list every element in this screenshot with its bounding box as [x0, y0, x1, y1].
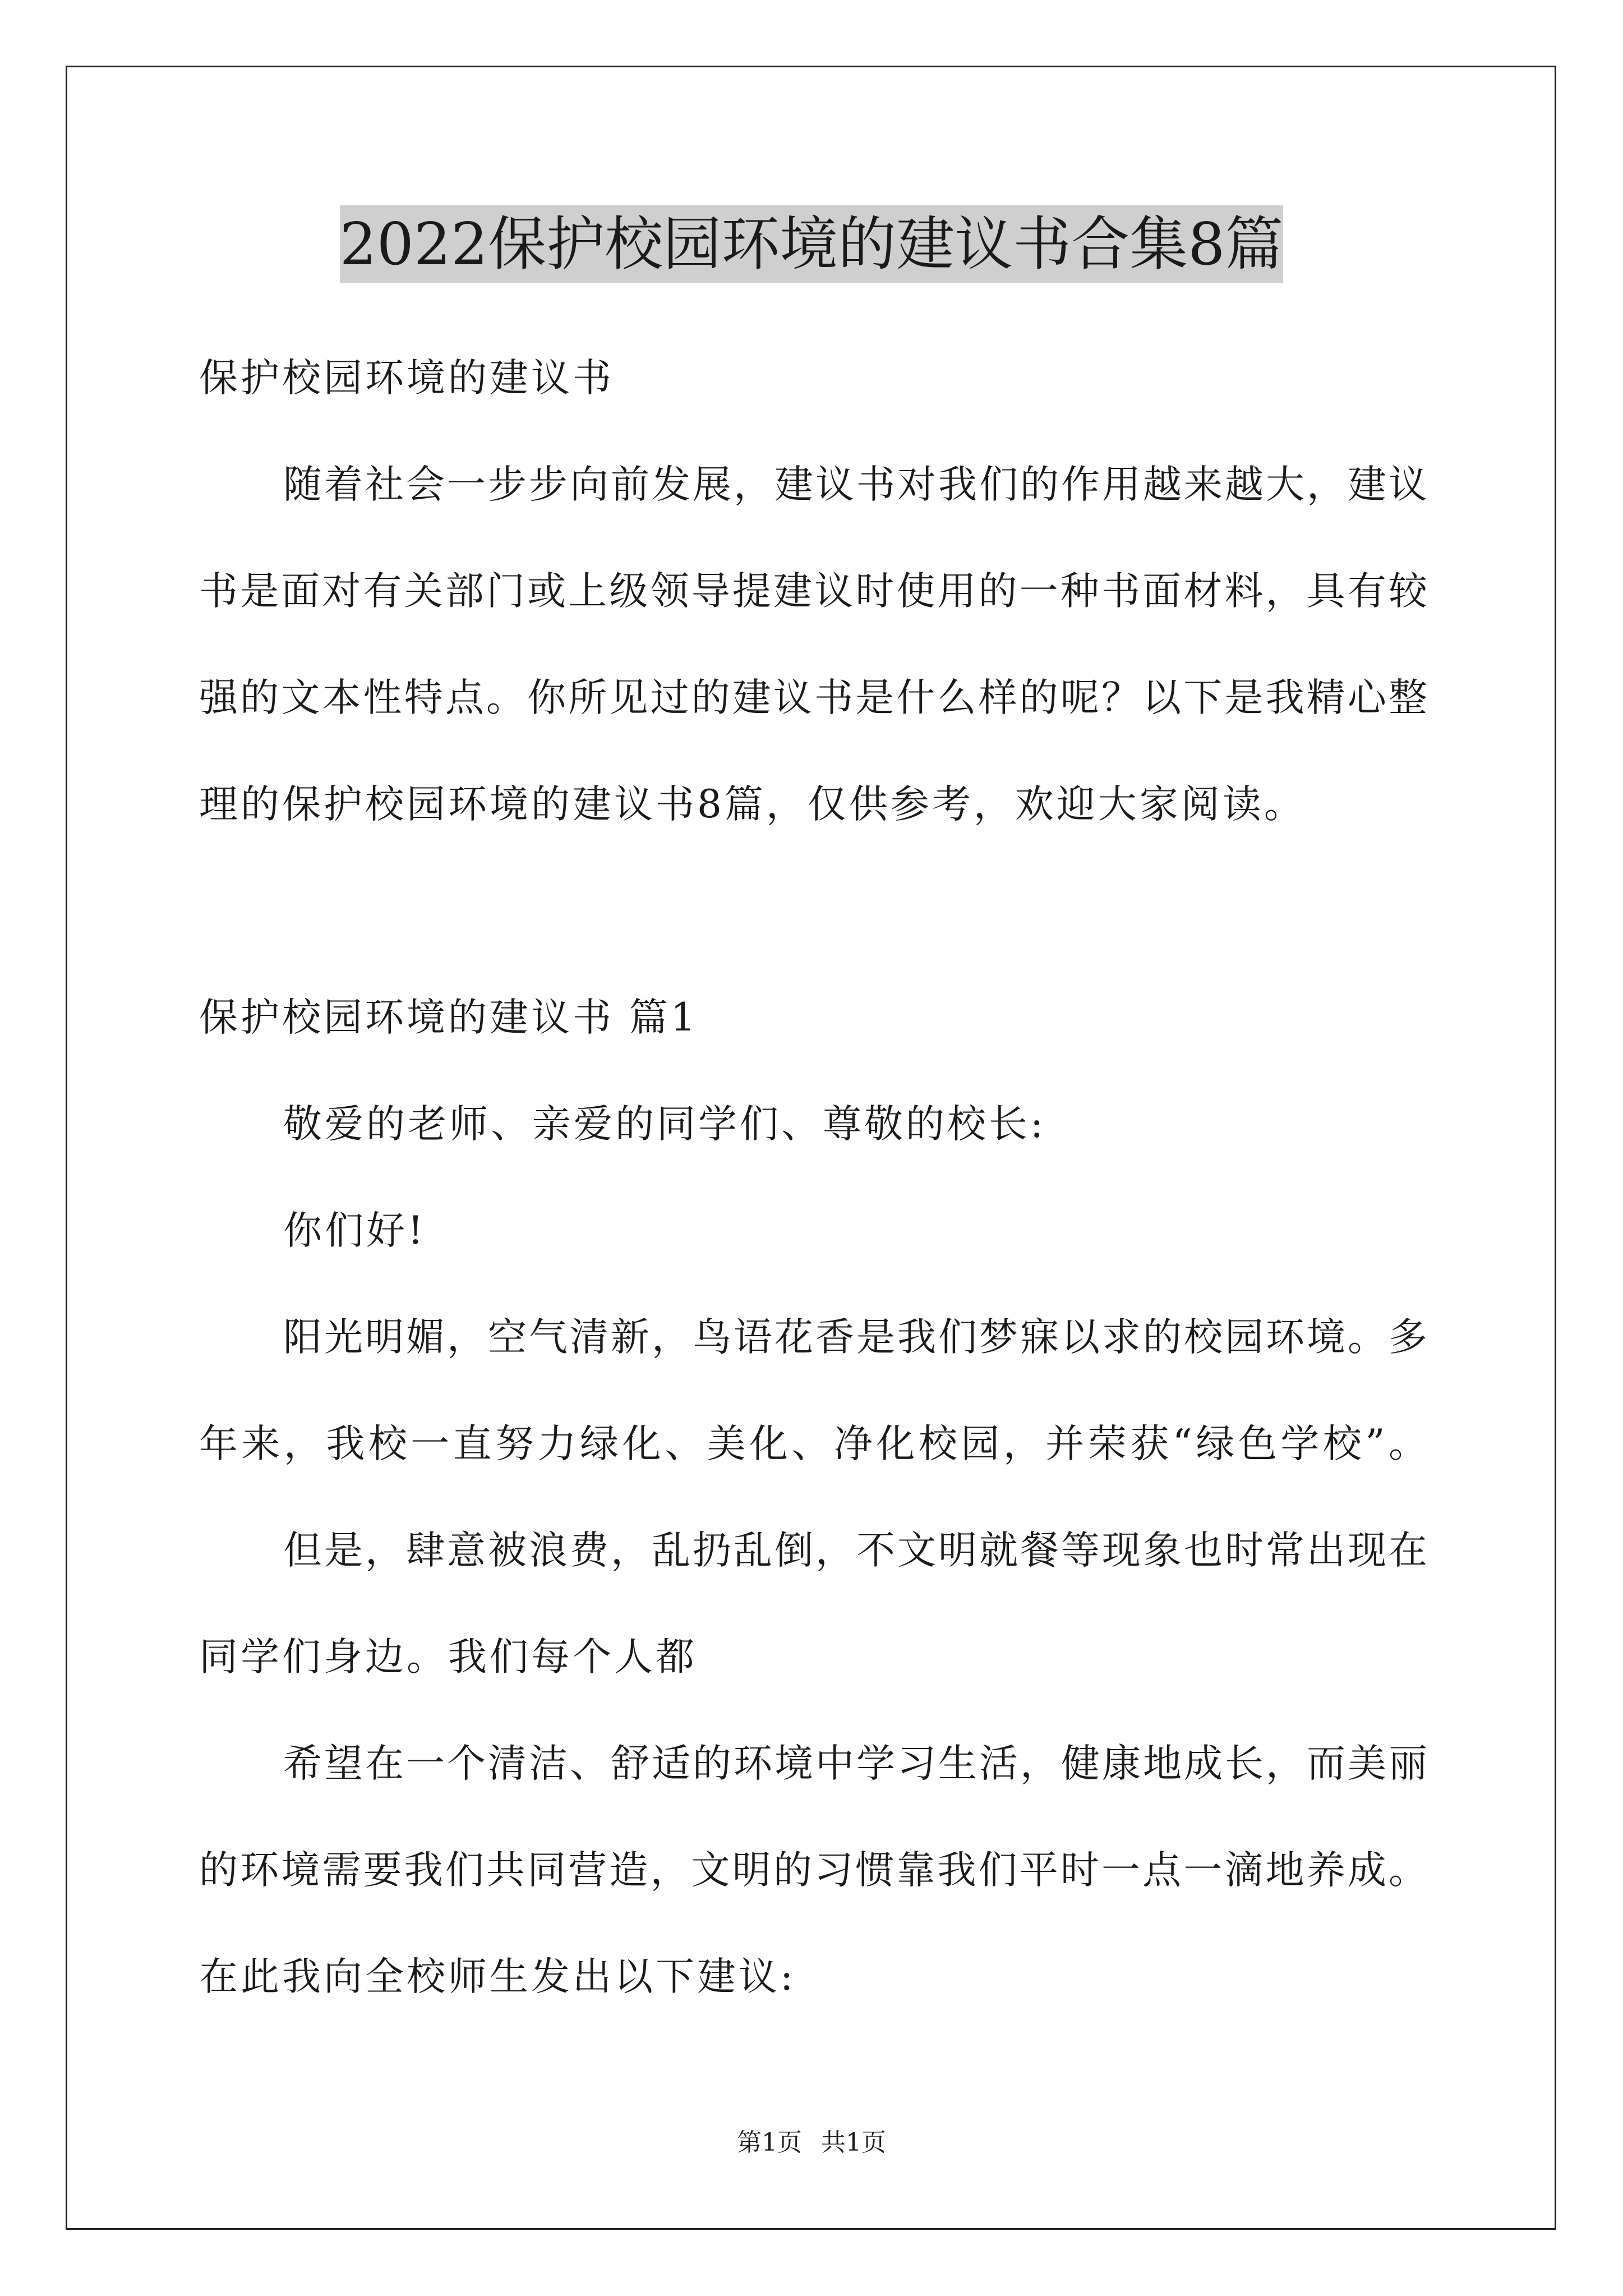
- para3-line-2: 的环境需要我们共同营造，文明的习惯靠我们平时一点一滴地养成。: [199, 1848, 1427, 1893]
- para3-line-1: 希望在一个清洁、舒适的环境中学习生活，健康地成长，而美丽: [283, 1741, 1427, 1786]
- para1-line-1: 阳光明媚，空气清新，鸟语花香是我们梦寐以求的校园环境。多: [283, 1315, 1427, 1360]
- intro-line-1: 随着社会一步步向前发展，建议书对我们的作用越来越大，建议: [283, 462, 1427, 507]
- page-footer: 第1页 共1页: [737, 2128, 886, 2157]
- section1-heading: 保护校园环境的建议书 篇1: [199, 995, 698, 1040]
- intro-line-2: 书是面对有关部门或上级领导提建议时使用的一种书面材料，具有较: [199, 569, 1427, 614]
- salutation: 敬爱的老师、亲爱的同学们、尊敬的校长:: [283, 1102, 1046, 1147]
- document-title-text: 2022保护校园环境的建议书合集8篇: [340, 205, 1284, 283]
- greeting: 你们好!: [283, 1208, 426, 1253]
- document-title: [0, 205, 1623, 283]
- para1-line-2: 年来，我校一直努力绿化、美化、净化校园，并荣获“绿色学校”。: [199, 1421, 1427, 1466]
- para2-line-1: 但是，肆意被浪费，乱扔乱倒，不文明就餐等现象也时常出现在: [283, 1528, 1427, 1573]
- intro-line-4: 理的保护校园环境的建议书8篇，仅供参考，欢迎大家阅读。: [199, 782, 1306, 827]
- intro-heading: 保护校园环境的建议书: [199, 356, 614, 401]
- para2-line-2: 同学们身边。我们每个人都: [199, 1635, 697, 1680]
- para3-line-3: 在此我向全校师生发出以下建议:: [199, 1954, 796, 1999]
- intro-line-3: 强的文本性特点。你所见过的建议书是什么样的呢？以下是我精心整: [199, 675, 1427, 720]
